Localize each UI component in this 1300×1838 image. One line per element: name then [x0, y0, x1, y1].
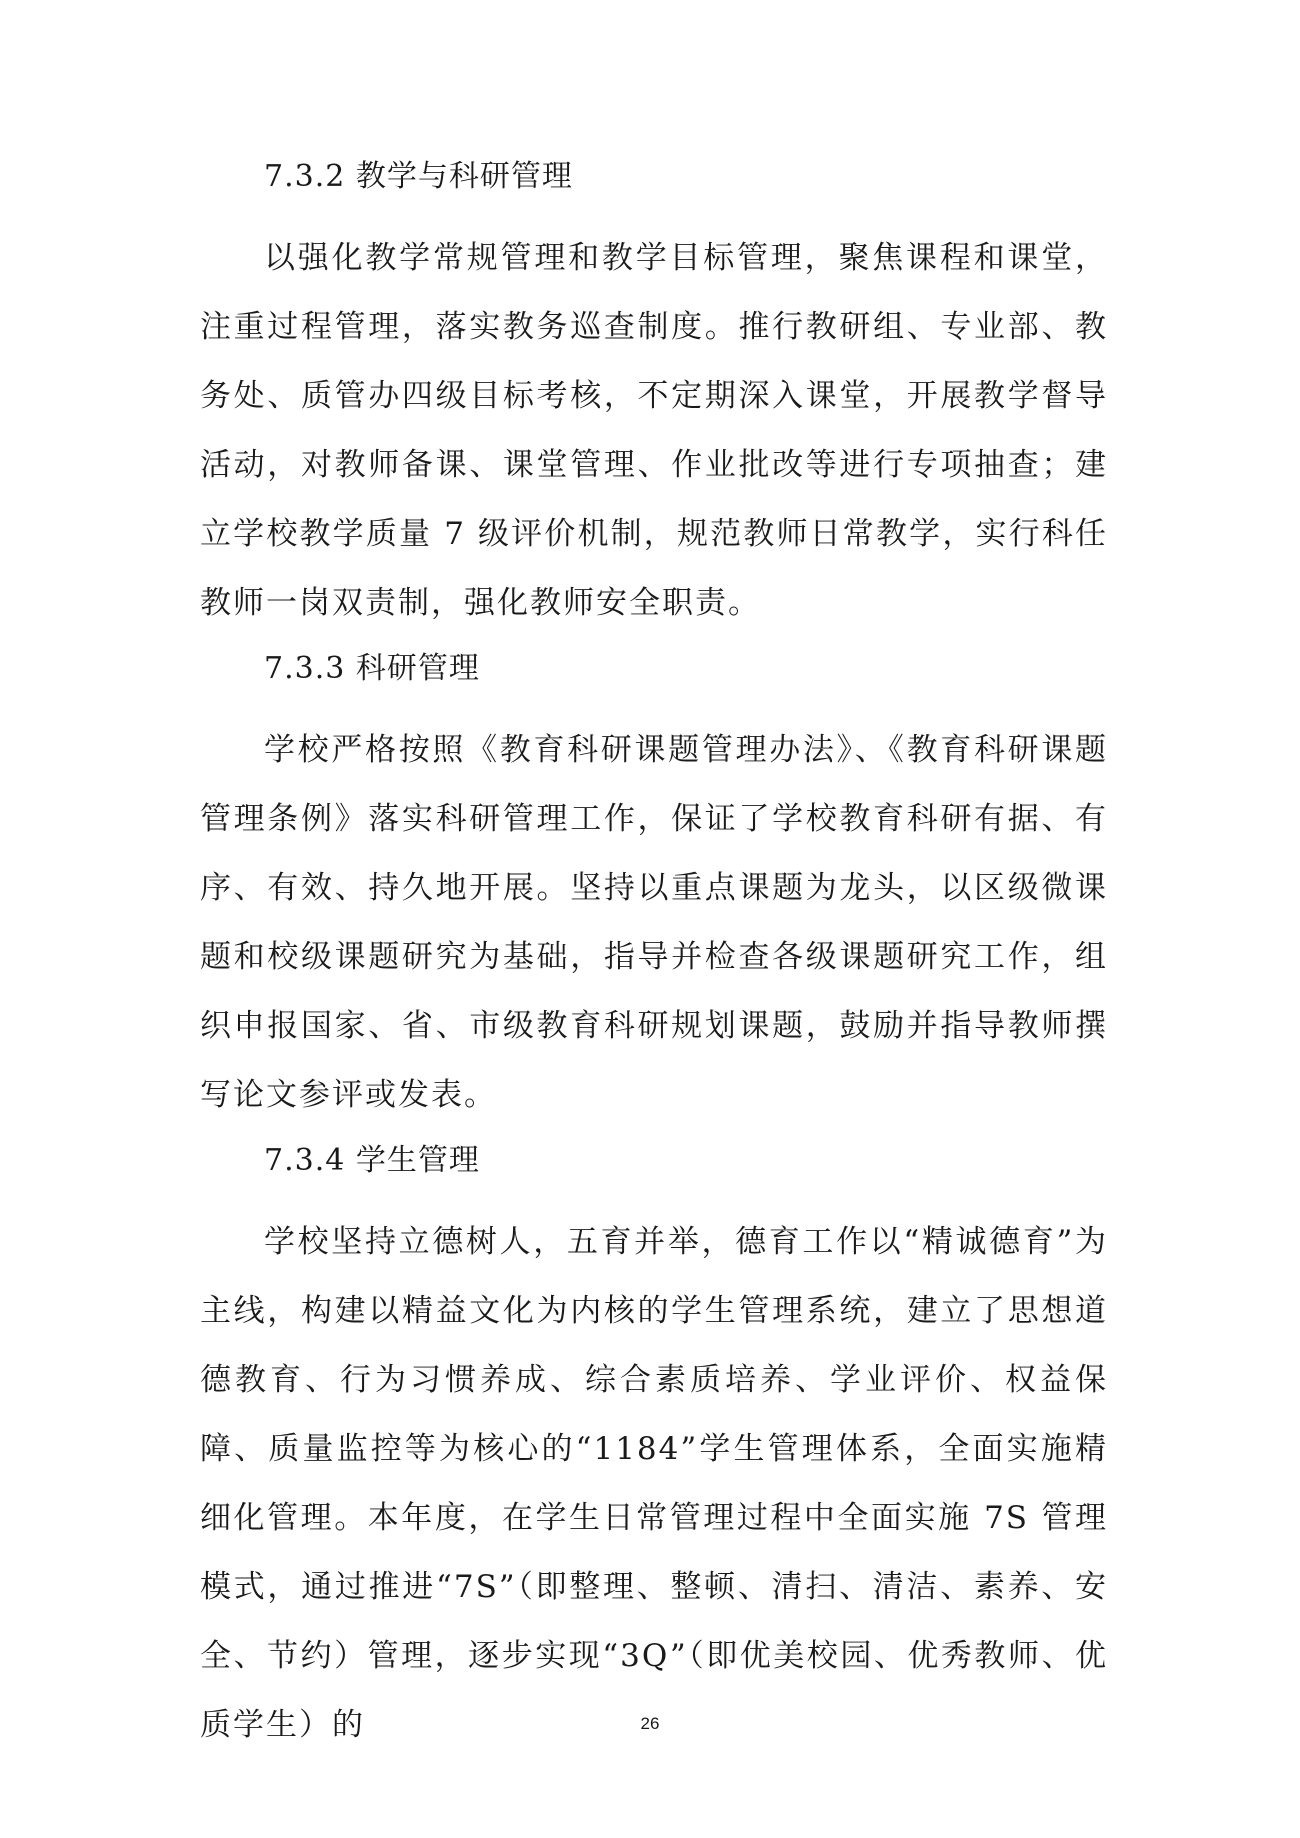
section-heading-7-3-2: 7.3.2 教学与科研管理 — [264, 159, 573, 194]
section-heading-7-3-4: 7.3.4 学生管理 — [264, 1143, 480, 1178]
section-paragraph-7-3-3: 学校严格按照《教育科研课题管理办法》、《教育科研课题管理条例》落实科研管理工作，保证了学校教育科研有据、有序、有效、持久地开展。坚持以重点课题为龙头，以区级微课题和校级课题研究为基础，指导并检查各级课题研究工作，组织申报国家、省、市级教育科研规划课题，鼓励并指导教师撰写论文参评或发表。 — [200, 732, 1108, 1113]
page-content — [200, 152, 1108, 1766]
section-paragraph-7-3-4: 学校坚持立德树人，五育并举，德育工作以“精诚德育”为主线，构建以精益文化为内核的学生管理系统，建立了思想道德教育、行为习惯养成、综合素质培养、学业评价、权益保障、质量监控等为核心的“1184”学生管理体系，全面实施精细化管理。本年度，在学生日常管理过程中全面实施 7S 管理模式，通过推进“7S”（即整理、整顿、清扫、清洁、素养、安全、节约）管理，逐步实现“3Q”（即优美校园、优秀教师、优质学生）的 — [200, 1224, 1108, 1743]
page-number: 26 — [640, 1714, 660, 1733]
section-heading-7-3-3: 7.3.3 科研管理 — [264, 651, 480, 686]
section-paragraph-7-3-2: 以强化教学常规管理和教学目标管理，聚焦课程和课堂，注重过程管理，落实教务巡查制度。推行教研组、专业部、教务处、质管办四级目标考核，不定期深入课堂，开展教学督导活动，对教师备课、课堂管理、作业批改等进行专项抽查；建立学校教学质量 7 级评价机制，规范教师日常教学，实行科任教师一岗双责制，强化教师安全职责。 — [200, 240, 1108, 621]
